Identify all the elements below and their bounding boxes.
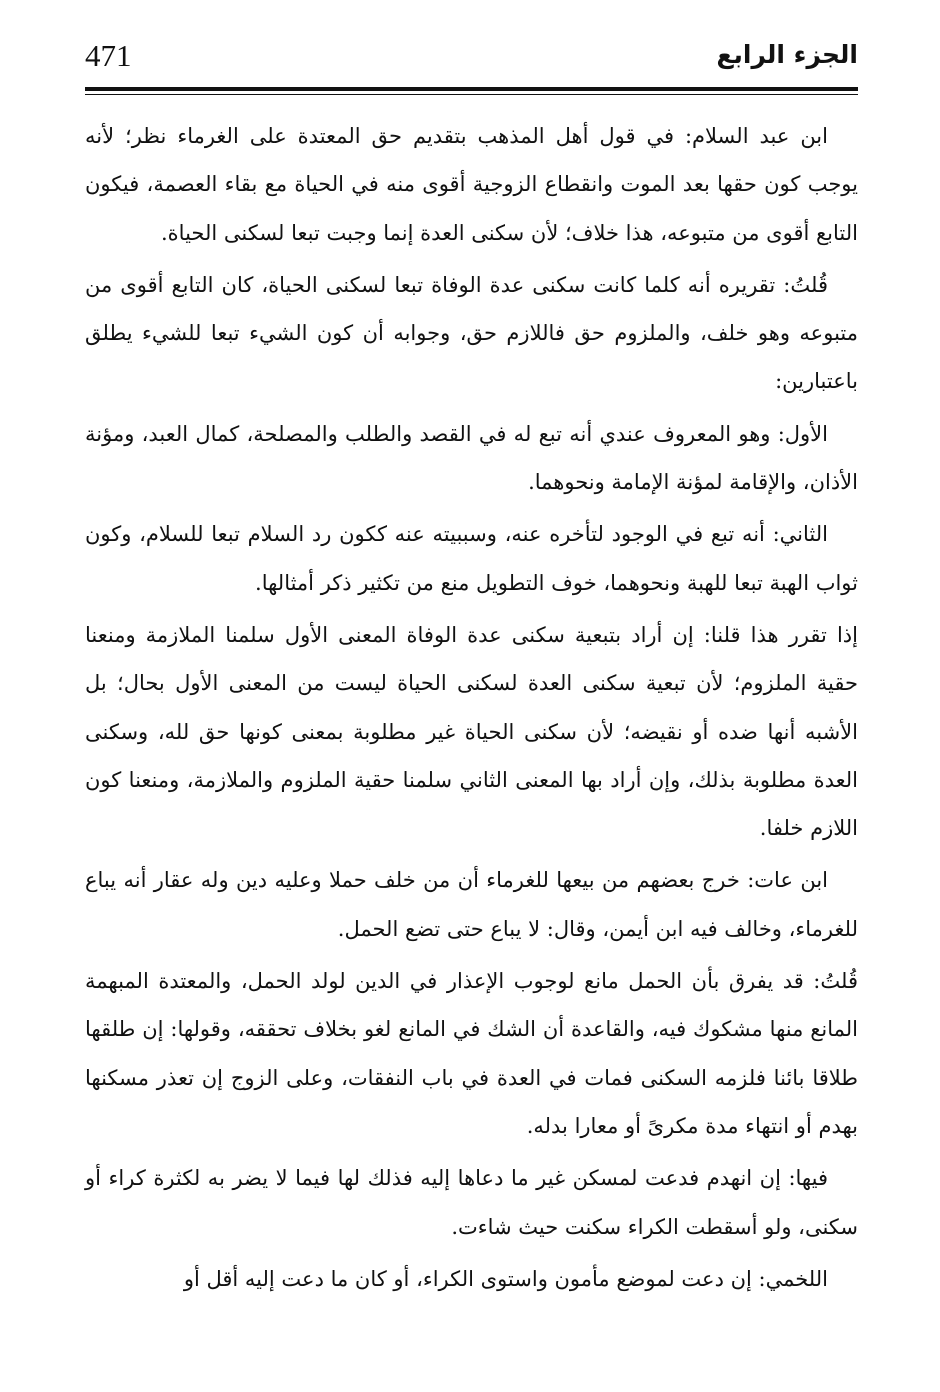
page-header bbox=[85, 34, 858, 90]
paragraph-conclusion: إذا تقرر هذا قلنا: إن أراد بتبعية سكنى عدة الوفاة المعنى الأول سلمنا الملازمة ومنعنا حقية الملزوم؛ لأن تبعية سكنى العدة لسكنى الحياة ليست من المعنى الأول بحال؛ بل الأشبه أنها ضده أو نقيضه؛ لأن سكنى الحياة غير مطلوبة بمعنى كونها حق لله، وسكنى العدة مطلوبة بذلك، وإن أراد بها المعنى الثاني سلمنا حقية الملزوم والملازمة، ومنعنا كون اللازم خلفا. bbox=[85, 622, 858, 841]
paragraph-ibn-abd-al-salam: ابن عبد السلام: في قول أهل المذهب بتقديم حق المعتدة على الغرماء نظر؛ لأنه يوجب كون حقها بعد الموت وانقطاع الزوجية أقوى منه في الحياة مع بقاء العصمة، فيكون التابع أقوى من متبوعه، هذا خلاف؛ لأن سكنى العدة إنما وجبت تبعا لسكنى الحياة. bbox=[85, 124, 858, 245]
paragraph-fiha: فيها: إن انهدم فدعت لمسكن غير ما دعاها إليه فذلك لها فيما لا يضر به لكثرة كراء أو سكنى، ولو أسقطت الكراء سكنت حيث شاءت. bbox=[85, 1166, 858, 1239]
page-body bbox=[85, 112, 858, 1307]
paragraph-qultu-explanation: قُلتُ: تقريره أنه كلما كانت سكنى عدة الوفاة تبعا لسكنى الحياة، كان التابع أقوى من متبوعه وهو خلف، والملزوم حق فاللازم حق، وجوابه أن كون الشيء تبعا للشيء يطلق باعتبارين: bbox=[85, 272, 858, 394]
header-rule-thin bbox=[85, 94, 858, 95]
paragraph-ibn-at: ابن عات: خرج بعضهم من بيعها للغرماء أن من خلف حملا وعليه دين وله عقار أنه يباع للغرماء، وخالف فيه ابن أيمن، وقال: لا يباع حتى تضع الحمل. bbox=[85, 868, 858, 941]
paragraph-qultu-distinction: قُلتُ: قد يفرق بأن الحمل مانع لوجوب الإعذار في الدين لولد الحمل، والمعتدة المبهمة المانع منها مشكوك فيه، والقاعدة أن الشك في المانع لغو بخلاف تحققه، وقولها: إن طلقها طلاقا بائنا فلزمه السكنى فمات في العدة في باب النفقات، وعلى الزوج إن تعذر مسكنها بهدم أو انتهاء مدة مكرىً أو معارا بدله. bbox=[85, 969, 858, 1138]
paragraph-second-meaning: الثاني: أنه تبع في الوجود لتأخره عنه، وسببيته عنه ككون رد السلام تبعا للسلام، وكون ثواب الهبة تبعا للهبة ونحوهما، خوف التطويل منع من تكثير ذكر أمثالها. bbox=[85, 522, 858, 595]
paragraph-lakhmi: اللخمي: إن دعت لموضع مأمون واستوى الكراء، أو كان ما دعت إليه أقل أو bbox=[183, 1266, 828, 1291]
header-rule-thick bbox=[85, 87, 858, 91]
running-title: الجزء الرابع bbox=[716, 40, 858, 69]
paragraph-first-meaning: الأول: وهو المعروف عندي أنه تبع له في القصد والطلب والمصلحة، كمال العبد، ومؤنة الأذان، والإقامة لمؤنة الإمامة ونحوهما. bbox=[85, 421, 858, 495]
page-number: 471 bbox=[85, 38, 132, 73]
